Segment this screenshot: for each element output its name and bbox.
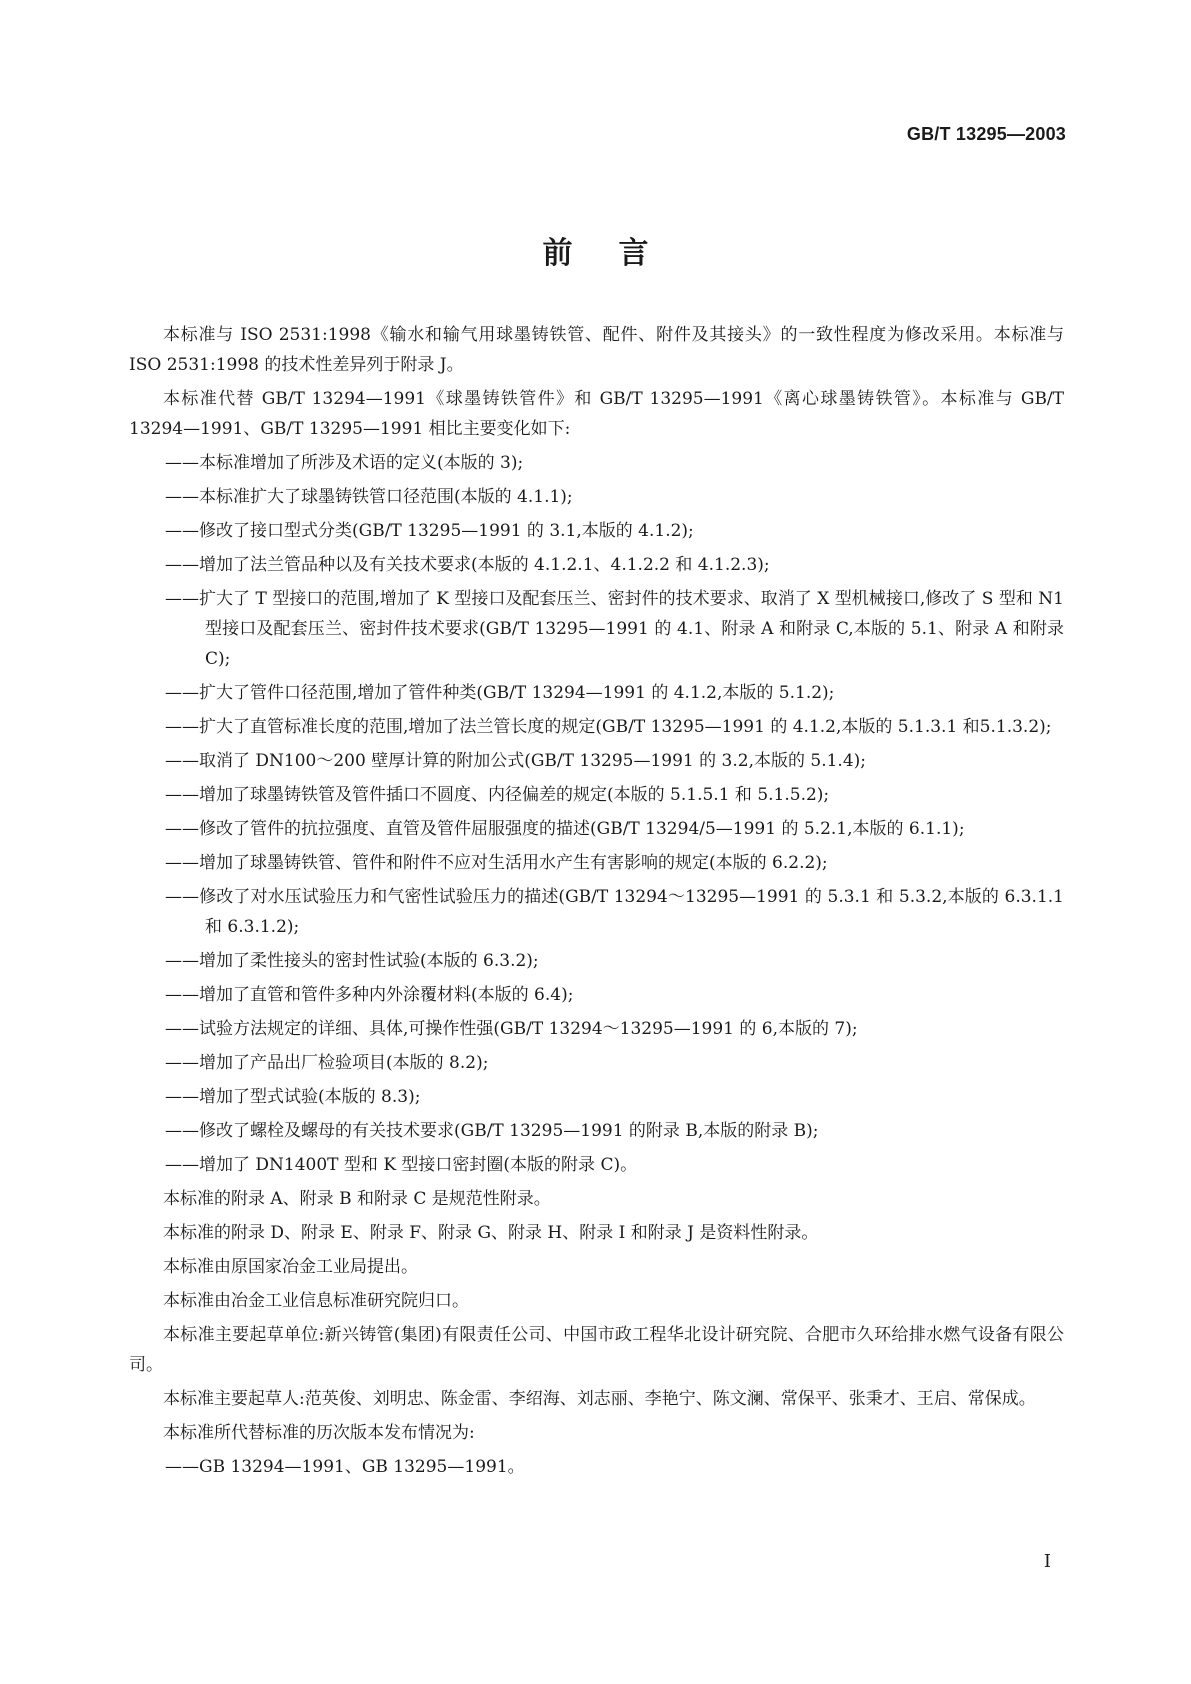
list-item: ——修改了管件的抗拉强度、直管及管件屈服强度的描述(GB/T 13294/5—1991 的 5.2.1,本版的 6.1.1); <box>165 819 965 839</box>
list-item: ——增加了 DN1400T 型和 K 型接口密封圈(本版的附录 C)。 <box>165 1155 638 1175</box>
list-item: ——增加了产品出厂检验项目(本版的 8.2); <box>165 1053 489 1073</box>
list-item: ——修改了对水压试验压力和气密性试验压力的描述(GB/T 13294～13295—1991 的 5.3.1 和 5.3.2,本版的 6.3.1.1 和 6.3.1.2); <box>165 887 1064 937</box>
paragraph: 本标准由冶金工业信息标准研究院归口。 <box>163 1291 469 1311</box>
list-item: ——扩大了直管标准长度的范围,增加了法兰管长度的规定(GB/T 13295—1991 的 4.1.2,本版的 5.1.3.1 和5.1.3.2); <box>165 717 1052 737</box>
paragraph: 本标准主要起草单位:新兴铸管(集团)有限责任公司、中国市政工程华北设计研究院、合肥市久环给排水燃气设备有限公司。 <box>129 1325 1064 1375</box>
list-item: ——增加了球墨铸铁管、管件和附件不应对生活用水产生有害影响的规定(本版的 6.2.2); <box>165 853 828 873</box>
paragraph: 本标准所代替标准的历次版本发布情况为: <box>163 1423 475 1443</box>
list-item: ——增加了型式试验(本版的 8.3); <box>165 1087 421 1107</box>
page-title: 前言 <box>542 236 695 271</box>
paragraph: 本标准代替 GB/T 13294—1991《球墨铸铁管件》和 GB/T 13295—1991《离心球墨铸铁管》。本标准与 GB/T 13294—1991、GB/T 13295—1991 相比主要变化如下: <box>129 389 1064 439</box>
list-item: ——试验方法规定的详细、具体,可操作性强(GB/T 13294～13295—1991 的 6,本版的 7); <box>165 1019 858 1039</box>
document-body <box>129 320 1064 1486</box>
list-item: ——修改了接口型式分类(GB/T 13295—1991 的 3.1,本版的 4.1.2); <box>165 521 694 541</box>
list-item: ——增加了柔性接头的密封性试验(本版的 6.3.2); <box>165 951 539 971</box>
standard-number: GB/T 13295—2003 <box>906 124 1066 144</box>
paragraph: 本标准与 ISO 2531:1998《输水和输气用球墨铸铁管、配件、附件及其接头》的一致性程度为修改采用。本标准与 ISO 2531:1998 的技术性差异列于附录 J。 <box>129 325 1064 375</box>
list-item: ——增加了球墨铸铁管及管件插口不圆度、内径偏差的规定(本版的 5.1.5.1 和 5.1.5.2); <box>165 785 830 805</box>
paragraph: 本标准的附录 D、附录 E、附录 F、附录 G、附录 H、附录 I 和附录 J 是资料性附录。 <box>163 1223 819 1243</box>
list-item: ——修改了螺栓及螺母的有关技术要求(GB/T 13295—1991 的附录 B,本版的附录 B); <box>165 1121 819 1141</box>
paragraph: 本标准主要起草人:范英俊、刘明忠、陈金雷、李绍海、刘志丽、李艳宁、陈文澜、常保平、张秉才、王启、常保成。 <box>163 1389 1036 1409</box>
list-item: ——取消了 DN100～200 壁厚计算的附加公式(GB/T 13295—1991 的 3.2,本版的 5.1.4); <box>165 751 866 771</box>
history-item: ——GB 13294—1991、GB 13295—1991。 <box>165 1457 525 1477</box>
paragraph: 本标准的附录 A、附录 B 和附录 C 是规范性附录。 <box>163 1189 551 1209</box>
list-item: ——扩大了管件口径范围,增加了管件种类(GB/T 13294—1991 的 4.1.2,本版的 5.1.2); <box>165 683 835 703</box>
paragraph: 本标准由原国家冶金工业局提出。 <box>163 1257 418 1277</box>
list-item: ——增加了直管和管件多种内外涂覆材料(本版的 6.4); <box>165 985 574 1005</box>
list-item: ——扩大了 T 型接口的范围,增加了 K 型接口及配套压兰、密封件的技术要求、取消了 X 型机械接口,修改了 S 型和 N1 型接口及配套压兰、密封件技术要求(GB/T 13295—1991 的 4.1、附录 A 和附录 C,本版的 5.1、附录 A 和附录 C); <box>165 589 1064 669</box>
list-item: ——本标准扩大了球墨铸铁管口径范围(本版的 4.1.1); <box>165 487 573 507</box>
list-item: ——增加了法兰管品种以及有关技术要求(本版的 4.1.2.1、4.1.2.2 和 4.1.2.3); <box>165 555 770 575</box>
list-item: ——本标准增加了所涉及术语的定义(本版的 3); <box>165 453 524 473</box>
page-number: I <box>1043 1551 1051 1572</box>
